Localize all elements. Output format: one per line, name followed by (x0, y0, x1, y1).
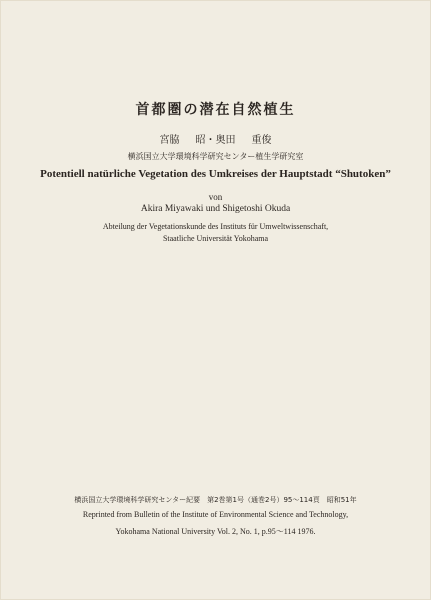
romanized-authors: Akira Miyawaki und Shigetoshi Okuda (140, 204, 291, 214)
japanese-affiliation: 横浜国立大学環境科学研究センター植生学研究室 (127, 152, 304, 161)
japanese-title: 首都圏の潜在自然植生 (135, 102, 296, 118)
japanese-authors (0, 131, 431, 146)
author1-surname: 宮脇 (159, 135, 180, 146)
author2-surname: 奥田 (215, 135, 236, 146)
reprint-notice-line1: Reprinted from Bulletin of the Institute of Environmental Science and Technology, (82, 510, 349, 519)
german-affiliation-line1: Abteilung der Vegetationskunde des Instituts für Umweltwissenschaft, (102, 222, 329, 231)
von-label: von (208, 192, 223, 202)
reprint-notice-japanese: 横浜国立大学環境科学研究センター紀要 第2巻第1号（通巻2号）95〜114頁 昭和51年 (74, 496, 357, 504)
author2-given-name: 重俊 (251, 135, 272, 146)
author-separator: ・ (205, 135, 216, 146)
reprint-notice-line2: Yokohama National University Vol. 2, No. 1, p.95〜114 1976. (115, 527, 316, 536)
author1-given-name: 昭 (195, 135, 206, 146)
german-title: Potentiell natürliche Vegetation des Umkreises der Hauptstadt “Shutoken” (40, 168, 391, 180)
german-affiliation-line2: Staatliche Universität Yokohama (162, 234, 269, 243)
